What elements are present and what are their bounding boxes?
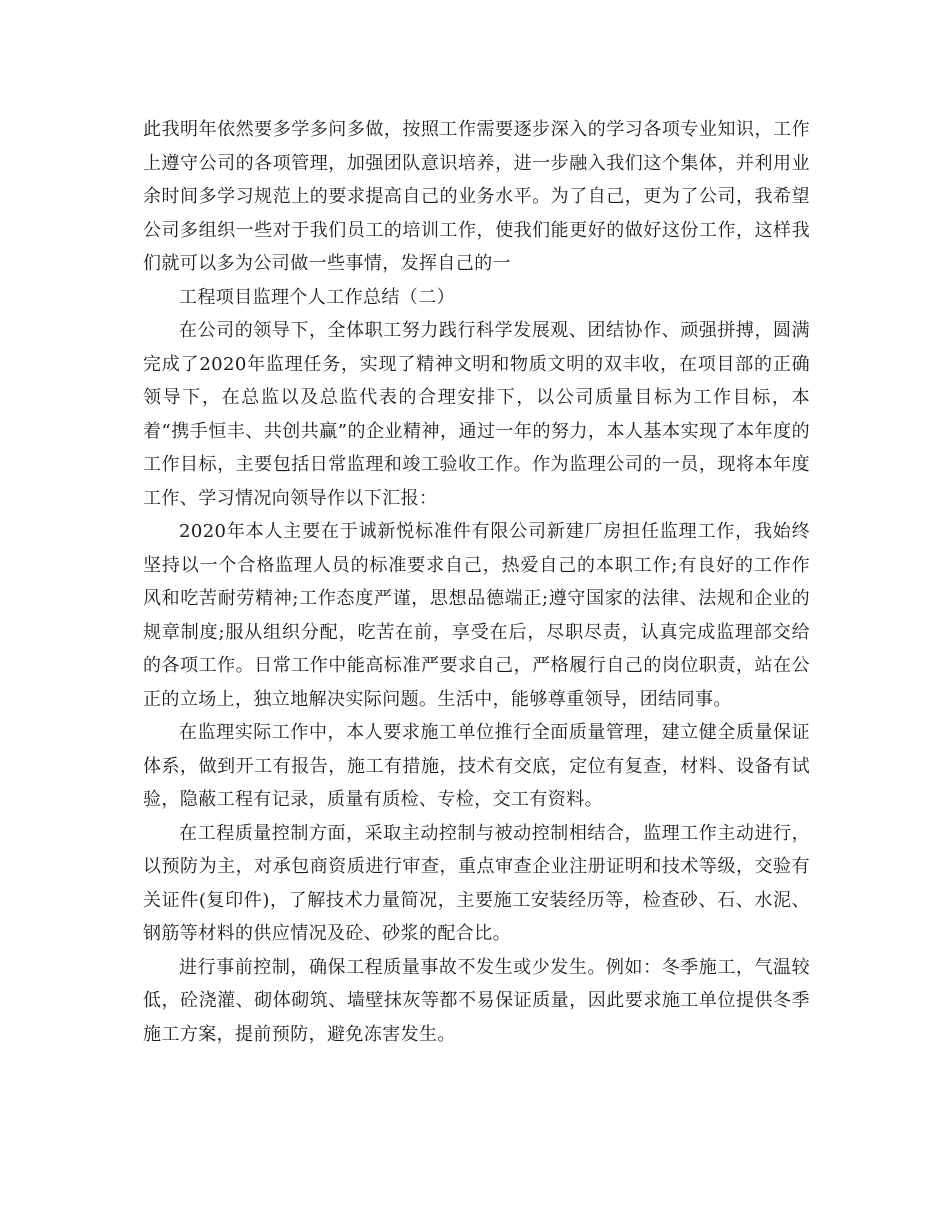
document-body bbox=[143, 113, 810, 1051]
paragraph-quality-control: 在工程质量控制方面，采取主动控制与被动控制相结合，监理工作主动进行，以预防为主，对承包商资质进行审查，重点审查企业注册证明和技术等级，交验有关证件(复印件)，了解技术力量简况，主要施工安装经历等，检查砂、石、水泥、钢筋等材料的供应情况及砼、砂浆的配合比。 bbox=[143, 822, 810, 944]
paragraph-quality-management: 在监理实际工作中，本人要求施工单位推行全面质量管理，建立健全质量保证体系，做到开工有报告，施工有措施，技术有交底，定位有复查，材料、设备有试验，隐蔽工程有记录，质量有质检、专检，交工有资料。 bbox=[143, 722, 810, 810]
paragraph-continuation: 此我明年依然要多学多问多做，按照工作需要逐步深入的学习各项专业知识，工作上遵守公司的各项管理，加强团队意识培养，进一步融入我们这个集体，并利用业余时间多学习规范上的要求提高自己的业务水平。为了自己，更为了公司，我希望公司多组织一些对于我们员工的培训工作，使我们能更好的做好这份工作，这样我们就可以多为公司做一些事情，发挥自己的一 bbox=[143, 119, 810, 274]
paragraph-intro: 在公司的领导下，全体职工努力践行科学发展观、团结协作、顽强拼搏，圆满完成了2020年监理任务，实现了精神文明和物质文明的双丰收，在项目部的正确领导下，在总监以及总监代表的合理安排下，以公司质量目标为工作目标，本着“携手恒丰、共创共赢”的企业精神，通过一年的努力，本人基本实现了本年度的工作目标，主要包括日常监理和竣工验收工作。作为监理公司的一员，现将本年度工作、学习情况向领导作以下汇报： bbox=[143, 320, 810, 509]
section-heading: 工程项目监理个人工作总结（二） bbox=[179, 286, 455, 308]
paragraph-prevention: 进行事前控制，确保工程质量事故不发生或少发生。例如：冬季施工，气温较低，砼浇灌、砌体砌筑、墙壁抹灰等都不易保证质量，因此要求施工单位提供冬季施工方案，提前预防，避免冻害发生。 bbox=[143, 956, 810, 1045]
paragraph-work-attitude: 2020年本人主要在于诚新悦标准件有限公司新建厂房担任监理工作，我始终坚持以一个合格监理人员的标准要求自己，热爱自己的本职工作;有良好的工作作风和吃苦耐劳精神;工作态度严谨，思想品德端正;遵守国家的法律、法规和企业的规章制度;服从组织分配，吃苦在前，享受在后，尽职尽责，认真完成监理部交给的各项工作。日常工作中能高标准严要求自己，严格履行自己的岗位职责，站在公正的立场上，独立地解决实际问题。生活中，能够尊重领导，团结同事。 bbox=[143, 521, 810, 710]
